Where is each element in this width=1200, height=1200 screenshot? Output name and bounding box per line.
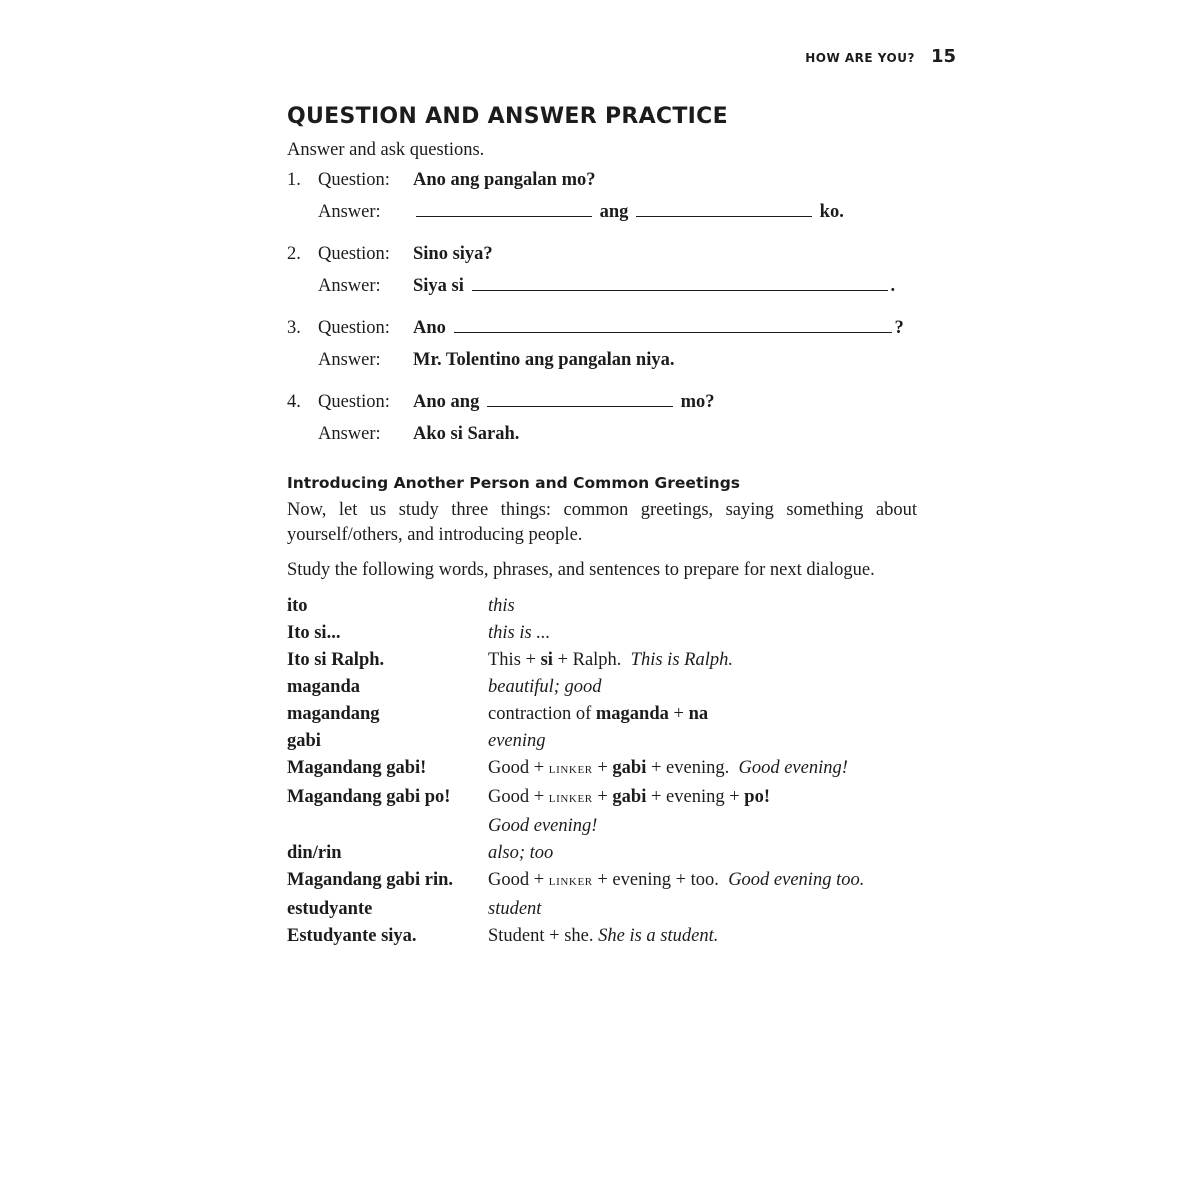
vocab-row — [287, 647, 917, 674]
vocab-definition: this — [488, 596, 515, 616]
vocab-term: magandang — [287, 704, 380, 724]
answer-line — [287, 196, 917, 228]
vocab-row — [287, 755, 917, 784]
vocab-definition: Good + LINKER + gabi + evening. Good evening! — [488, 758, 848, 778]
vocab-row — [287, 674, 917, 701]
page-content — [287, 100, 917, 950]
intro-paragraph: Now, let us study three things: common greetings, saying something about yourself/others, and introducing people. — [287, 500, 917, 545]
item-number: 3. — [287, 318, 301, 338]
question-line — [287, 238, 917, 270]
vocab-row — [287, 896, 917, 923]
question-blank[interactable] — [487, 390, 673, 407]
question-text: Ano ang mo? — [413, 392, 715, 412]
qa-item-2 — [287, 238, 917, 302]
answer-label: Answer: — [318, 276, 381, 296]
item-number: 2. — [287, 244, 301, 264]
vocab-term: Estudyante siya. — [287, 926, 417, 946]
vocab-definition: beautiful; good — [488, 677, 602, 697]
vocab-term: Magandang gabi rin. — [287, 870, 454, 890]
running-head: HOW ARE YOU? — [805, 51, 915, 65]
vocabulary-list — [287, 593, 917, 950]
vocab-definition: student — [488, 899, 542, 919]
vocab-term: estudyante — [287, 899, 373, 919]
answer-text: Ako si Sarah. — [413, 424, 520, 444]
item-number: 4. — [287, 392, 301, 412]
vocab-row — [287, 923, 917, 950]
section-title: QUESTION AND ANSWER PRACTICE — [287, 104, 728, 129]
question-line — [287, 312, 917, 344]
answer-blank[interactable] — [472, 274, 888, 291]
vocab-row — [287, 784, 917, 840]
answer-blank[interactable] — [416, 200, 592, 217]
answer-line — [287, 418, 917, 450]
vocab-term: Ito si Ralph. — [287, 650, 385, 670]
vocab-term: gabi — [287, 731, 321, 751]
vocab-definition: this is ... — [488, 623, 551, 643]
vocab-term: Magandang gabi! — [287, 758, 427, 778]
answer-label: Answer: — [318, 202, 381, 222]
vocab-row — [287, 593, 917, 620]
vocab-definition: also; too — [488, 843, 554, 863]
vocab-definition: Good + LINKER + evening + too. Good evening too. — [488, 870, 865, 890]
question-label: Question: — [318, 244, 390, 264]
vocab-term: Magandang gabi po! — [287, 787, 451, 807]
question-label: Question: — [318, 318, 390, 338]
vocab-term: Ito si... — [287, 623, 341, 643]
qa-item-3 — [287, 312, 917, 376]
answer-label: Answer: — [318, 350, 381, 370]
answer-text: Siya si . — [413, 276, 896, 296]
question-text: Sino siya? — [413, 244, 493, 264]
vocab-row — [287, 728, 917, 755]
page-header — [805, 46, 956, 67]
answer-line — [287, 270, 917, 302]
vocab-definition: Good + LINKER + gabi + evening + po! Good evening! — [488, 787, 770, 836]
vocab-definition: Student + she. She is a student. — [488, 926, 719, 946]
answer-text: ang ko. — [413, 196, 844, 228]
item-number: 1. — [287, 170, 301, 190]
study-paragraph: Study the following words, phrases, and sentences to prepare for next dialogue. — [287, 560, 875, 580]
answer-label: Answer: — [318, 424, 381, 444]
answer-blank[interactable] — [636, 200, 812, 217]
vocab-definition: This + si + Ralph. This is Ralph. — [488, 650, 733, 670]
answer-line — [287, 344, 917, 376]
question-label: Question: — [318, 170, 390, 190]
vocab-row — [287, 867, 917, 896]
vocab-row — [287, 620, 917, 647]
vocab-definition: evening — [488, 731, 546, 751]
instructions: Answer and ask questions. — [287, 140, 485, 160]
question-text: Ano ? — [413, 318, 904, 338]
question-blank[interactable] — [454, 316, 892, 333]
vocab-term: din/rin — [287, 843, 342, 863]
vocab-term: maganda — [287, 677, 360, 697]
vocab-row — [287, 840, 917, 867]
qa-list — [287, 164, 917, 450]
subheading: Introducing Another Person and Common Greetings — [287, 474, 741, 492]
vocab-row — [287, 701, 917, 728]
question-line — [287, 164, 917, 196]
qa-item-4 — [287, 386, 917, 450]
answer-text: Mr. Tolentino ang pangalan niya. — [413, 350, 675, 370]
vocab-term: ito — [287, 596, 308, 616]
vocab-definition: contraction of maganda + na — [488, 704, 709, 724]
question-line — [287, 386, 917, 418]
question-text: Ano ang pangalan mo? — [413, 170, 596, 190]
question-label: Question: — [318, 392, 390, 412]
page-number: 15 — [930, 46, 956, 67]
qa-item-1 — [287, 164, 917, 228]
